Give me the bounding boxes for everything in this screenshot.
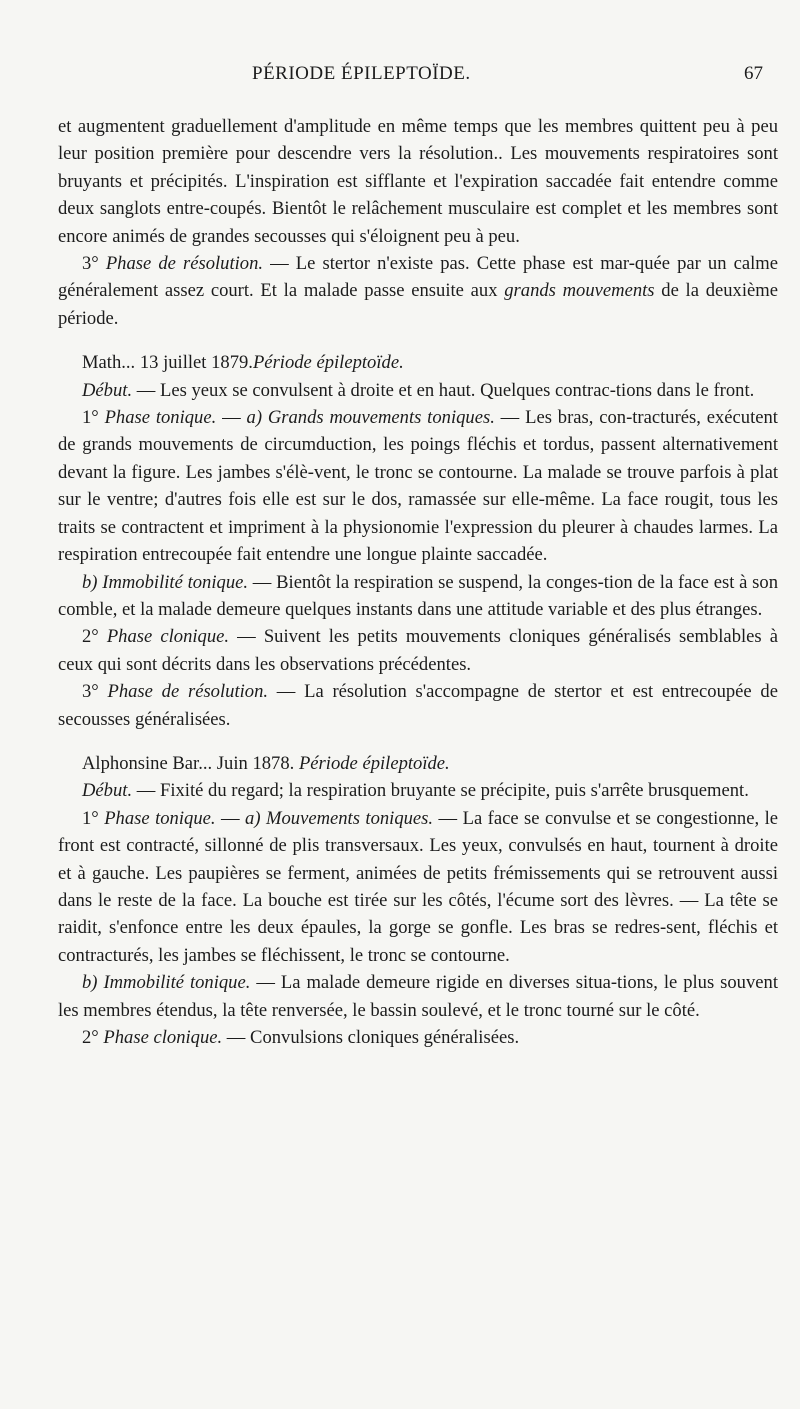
paragraph xyxy=(58,113,778,250)
text-run: — Fixité du regard; la respiration bruyante se précipite, puis s'arrête brusquement. xyxy=(132,780,749,802)
italic-run: Phase de résolution. xyxy=(107,681,269,703)
text-run: — La face se convulse et se congestionne, le front est contracté, sillonné de plis transversaux. Les yeux, convulsés en haut, tournent à droite et à gauche. Les paupières se ferment, animées de petits frémissements qui se retrouvent aussi dans le reste de la face. La bouche est tirée sur les côtés, l'écume sort des lèvres. — La tête se raidit, s'enfonce entre les deux épaules, la gorge se gonfle. Les bras se redres-sent, fléchis et contracturés, les jambes se fléchissent, le tronc se contourne. xyxy=(58,807,779,966)
page-number: 67 xyxy=(744,63,763,84)
paragraph xyxy=(58,777,778,804)
text-run: — Les bras, con-tracturés, exécutent de grands mouvements de circumduction, les poings fléchis et tordus, passent alternativement devant la figure. Les jambes s'élè-vent, le tronc se contourne. La malade se trouve parfois à plat sur le ventre; d'autres fois elle est sur le dos, ramassée sur elle-même. La face rougit, tous les traits se contractent et impriment à la physionomie l'expression du pleurer à chaudes larmes. La respiration entrecoupée fait entendre une longue plainte saccadée. xyxy=(58,407,778,566)
running-title: PÉRIODE ÉPILEPTOÏDE. xyxy=(252,63,471,84)
italic-run: Début. xyxy=(82,780,133,802)
italic-run: Période épileptoïde. xyxy=(298,752,450,774)
text-run: 2° xyxy=(82,626,107,648)
italic-run: Phase tonique. xyxy=(104,407,217,429)
text-run: — Le stertor n'existe pas. Cette phase est mar-quée par un calme généralement assez court. Et la malade passe ensuite aux xyxy=(58,253,778,302)
text-run: — Suivent les petits mouvements cloniques généralisés semblables à ceux qui sont décrits dans les observations précédentes. xyxy=(58,626,778,675)
text-run: Alphonsine Bar... Juin 1878. xyxy=(82,752,299,774)
italic-run: Début. xyxy=(82,379,133,401)
section-gap xyxy=(58,733,778,750)
italic-run: Phase de résolution. xyxy=(105,253,264,275)
text-run: Math... 13 juillet 1879. xyxy=(82,352,253,374)
italic-run: a) Mouvements toniques. xyxy=(245,807,434,829)
italic-run: Phase tonique. xyxy=(104,807,216,829)
paragraph xyxy=(58,404,778,568)
paragraph xyxy=(58,969,778,1024)
italic-run: grands mouvements xyxy=(504,280,655,302)
text-run: 2° xyxy=(82,1027,104,1048)
paragraph xyxy=(58,1024,778,1051)
text-run: 1° xyxy=(82,807,105,829)
paragraph xyxy=(58,349,778,376)
text-run: — La malade demeure rigide en diverses situa-tions, le plus souvent les membres étendus, la tête renversée, le bassin soulevé, et le tronc tourné sur le côté. xyxy=(58,972,778,1021)
italic-run: Période épileptoïde. xyxy=(252,352,404,374)
paragraph xyxy=(58,623,778,678)
text-run: de la deuxième période. xyxy=(58,280,778,329)
italic-run: Phase clonique. xyxy=(103,1027,223,1048)
section-gap xyxy=(58,332,778,349)
paragraph xyxy=(58,750,778,777)
text-run: — Bientôt la respiration se suspend, la conges-tion de la face est à son comble, et la malade demeure quelques instants dans une attitude variable et des plus étranges. xyxy=(58,571,778,620)
paragraph xyxy=(58,250,778,332)
italic-run: b) Immobilité tonique. xyxy=(82,571,249,593)
italic-run: a) Grands mouvements toniques. xyxy=(246,407,495,429)
page-body xyxy=(58,113,778,1051)
paragraph xyxy=(58,569,778,624)
text-run: — Les yeux se convulsent à droite et en haut. Quelques contrac-tions dans le front. xyxy=(132,379,755,401)
paragraph xyxy=(58,678,778,733)
text-run: — xyxy=(216,407,247,429)
paragraph xyxy=(58,805,778,969)
text-run: — Convulsions cloniques généralisées. xyxy=(222,1027,520,1048)
text-run: — La résolution s'accompagne de stertor et est entrecoupée de secousses généralisées. xyxy=(58,681,778,730)
page-header xyxy=(0,60,800,88)
text-run: 3° xyxy=(82,681,108,703)
italic-run: b) Immobilité tonique. xyxy=(82,972,251,994)
text-run: et augmentent graduellement d'amplitude en même temps que les membres quittent peu à peu leur position première pour descendre vers la résolution.. Les mouvements respiratoires sont bruyants et précipités. L'inspiration est sifflante et l'expiration saccadée fait entendre comme deux sanglots entre-coupés. Bientôt le relâchement musculaire est complet et les membres sont encore animés de grandes secousses qui s'éloignent peu à peu. xyxy=(58,116,778,247)
text-run: 1° xyxy=(82,407,105,429)
italic-run: Phase clonique. xyxy=(106,626,230,648)
text-run: 3° xyxy=(82,253,106,275)
paragraph xyxy=(58,377,778,404)
text-run: — xyxy=(215,807,246,829)
